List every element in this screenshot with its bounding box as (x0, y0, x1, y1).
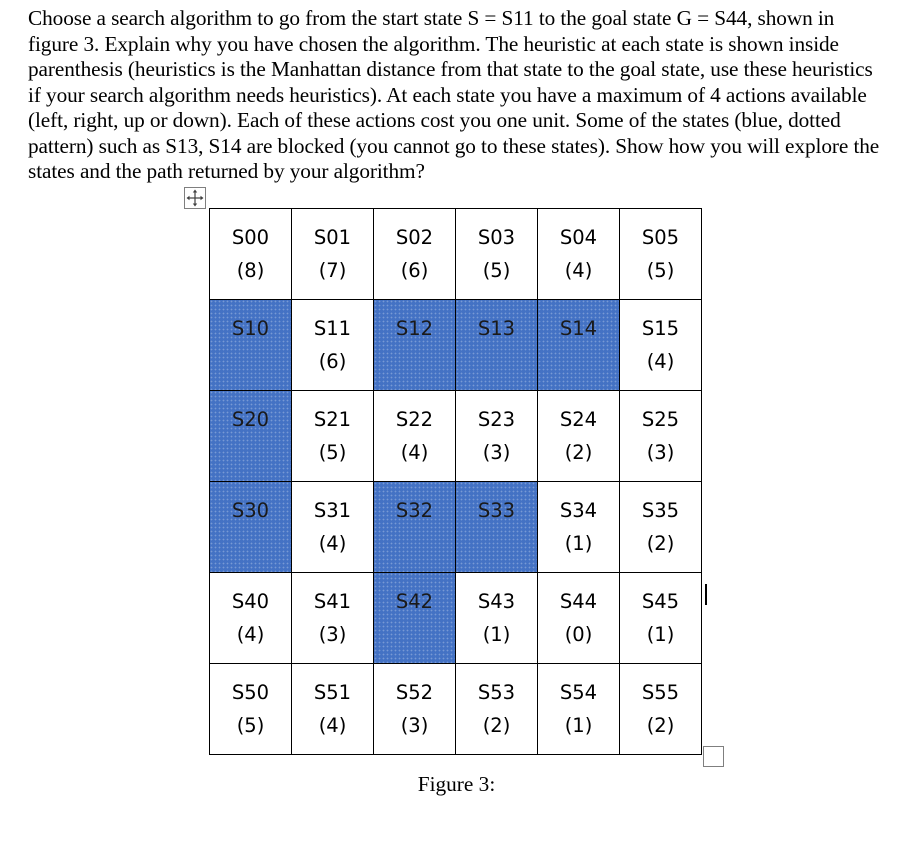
heuristic-value: (4) (400, 441, 429, 464)
state-cell-content (620, 391, 701, 469)
state-cell-s52 (374, 664, 456, 755)
state-cell-s02 (374, 209, 456, 300)
state-cell-s13-blocked (456, 300, 538, 391)
heuristic-value: (3) (318, 623, 347, 646)
figure-caption: Figure 3: (417, 772, 496, 796)
state-label: S35 (641, 499, 680, 522)
state-cell-content (456, 209, 537, 287)
heuristic-value: (5) (318, 441, 347, 464)
state-cell-content (374, 573, 455, 618)
state-cell-s20-blocked (210, 391, 292, 482)
state-label: S15 (641, 317, 680, 340)
state-cell-s10-blocked (210, 300, 292, 391)
state-cell-content (292, 300, 373, 378)
state-cell-content (292, 391, 373, 469)
state-cell-content (456, 300, 537, 345)
state-label: S53 (477, 681, 516, 704)
state-cell-s12-blocked (374, 300, 456, 391)
state-cell-content (374, 209, 455, 287)
state-cell-content (374, 300, 455, 345)
state-cell-s32-blocked (374, 482, 456, 573)
state-cell-content (620, 573, 701, 651)
state-cell-s51 (292, 664, 374, 755)
state-cell-content (210, 209, 291, 287)
state-label: S21 (313, 408, 352, 431)
heuristic-value: (2) (646, 532, 675, 555)
heuristic-value: (0) (564, 623, 593, 646)
state-cell-s40 (210, 573, 292, 664)
grid-row (210, 482, 702, 573)
heuristic-value: (7) (318, 259, 347, 282)
state-label: S43 (477, 590, 516, 613)
heuristic-value: (2) (646, 714, 675, 737)
state-cell-s31 (292, 482, 374, 573)
state-label: S02 (395, 226, 434, 249)
state-label: S01 (313, 226, 352, 249)
state-label: S05 (641, 226, 680, 249)
heuristic-value: (5) (482, 259, 511, 282)
state-cell-content (374, 664, 455, 742)
state-cell-s22 (374, 391, 456, 482)
state-cell-s30-blocked (210, 482, 292, 573)
heuristic-value: (4) (646, 350, 675, 373)
state-label: S45 (641, 590, 680, 613)
heuristic-value: (2) (482, 714, 511, 737)
heuristic-value: (6) (400, 259, 429, 282)
state-cell-s21 (292, 391, 374, 482)
state-cell-s35 (620, 482, 702, 573)
state-cell-content (538, 391, 619, 469)
heuristic-value: (8) (236, 259, 265, 282)
state-cell-s14-blocked (538, 300, 620, 391)
state-cell-content (210, 391, 291, 436)
state-grid (209, 208, 702, 755)
state-cell-content (538, 482, 619, 560)
state-cell-s41 (292, 573, 374, 664)
state-cell-s15 (620, 300, 702, 391)
heuristic-value: (4) (564, 259, 593, 282)
state-label: S51 (313, 681, 352, 704)
state-cell-content (456, 391, 537, 469)
state-cell-s33-blocked (456, 482, 538, 573)
state-label: S55 (641, 681, 680, 704)
heuristic-value: (2) (564, 441, 593, 464)
grid-row (210, 573, 702, 664)
move-arrows-icon[interactable] (184, 187, 206, 209)
state-cell-content (292, 209, 373, 287)
grid-row (210, 391, 702, 482)
heuristic-value: (3) (482, 441, 511, 464)
state-label: S31 (313, 499, 352, 522)
state-label: S30 (231, 499, 270, 522)
state-cell-content (620, 482, 701, 560)
state-cell-content (538, 573, 619, 651)
state-label: S40 (231, 590, 270, 613)
state-cell-content (210, 300, 291, 345)
state-cell-content (210, 482, 291, 527)
state-cell-content (374, 482, 455, 527)
state-label: S50 (231, 681, 270, 704)
state-cell-s50 (210, 664, 292, 755)
state-label: S23 (477, 408, 516, 431)
state-cell-content (210, 573, 291, 651)
heuristic-value: (1) (646, 623, 675, 646)
state-label: S20 (231, 408, 270, 431)
state-cell-content (210, 664, 291, 742)
state-label: S54 (559, 681, 598, 704)
state-cell-s00 (210, 209, 292, 300)
heuristic-value: (6) (318, 350, 347, 373)
resize-box-icon[interactable] (703, 746, 724, 767)
state-label: S03 (477, 226, 516, 249)
state-label: S33 (477, 499, 516, 522)
state-cell-s55 (620, 664, 702, 755)
state-cell-s53 (456, 664, 538, 755)
state-label: S42 (395, 590, 434, 613)
heuristic-value: (1) (564, 714, 593, 737)
state-cell-content (456, 482, 537, 527)
grid-row (210, 209, 702, 300)
grid-row (210, 300, 702, 391)
state-cell-s42-blocked (374, 573, 456, 664)
state-cell-s34 (538, 482, 620, 573)
state-cell-content (374, 391, 455, 469)
state-cell-s05 (620, 209, 702, 300)
state-cell-s01 (292, 209, 374, 300)
heuristic-value: (3) (646, 441, 675, 464)
state-cell-s44 (538, 573, 620, 664)
state-cell-s24 (538, 391, 620, 482)
heuristic-value: (4) (236, 623, 265, 646)
state-label: S34 (559, 499, 598, 522)
state-label: S24 (559, 408, 598, 431)
state-label: S22 (395, 408, 434, 431)
state-cell-s03 (456, 209, 538, 300)
state-cell-content (538, 300, 619, 345)
state-cell-s45 (620, 573, 702, 664)
state-label: S13 (477, 317, 516, 340)
heuristic-value: (4) (318, 532, 347, 555)
heuristic-value: (4) (318, 714, 347, 737)
state-label: S44 (559, 590, 598, 613)
state-cell-s23 (456, 391, 538, 482)
state-cell-s11 (292, 300, 374, 391)
state-label: S14 (559, 317, 598, 340)
state-cell-content (538, 209, 619, 287)
heuristic-value: (1) (482, 623, 511, 646)
question-text: Choose a search algorithm to go from the start state S = S11 to the goal state G = S44, shown in figure 3. Explain why you have chosen the algorithm. The heuristic at each state is shown inside parenthesis (heuristics is the Manhattan distance from that state to the goal state, use these heuristics if your search algorithm needs heuristics). At each state you have a maximum of 4 actions available (left, right, up or down). Each of these actions cost you one unit. Some of the states (blue, dotted pattern) such as S13, S14 are blocked (you cannot go to these states). Show how you will explore the states and the path returned by your algorithm? (28, 6, 880, 183)
state-cell-content (456, 573, 537, 651)
state-label: S41 (313, 590, 352, 613)
state-label: S04 (559, 226, 598, 249)
state-cell-s04 (538, 209, 620, 300)
state-cell-content (538, 664, 619, 742)
grid-row (210, 664, 702, 755)
state-label: S25 (641, 408, 680, 431)
state-cell-s43 (456, 573, 538, 664)
heuristic-value: (5) (236, 714, 265, 737)
state-cell-content (292, 573, 373, 651)
text-cursor (705, 584, 707, 605)
state-label: S00 (231, 226, 270, 249)
state-cell-content (292, 482, 373, 560)
state-cell-content (620, 664, 701, 742)
state-cell-s25 (620, 391, 702, 482)
state-label: S52 (395, 681, 434, 704)
state-cell-content (456, 664, 537, 742)
state-cell-content (620, 209, 701, 287)
state-cell-content (292, 664, 373, 742)
heuristic-value: (5) (646, 259, 675, 282)
state-cell-s54 (538, 664, 620, 755)
state-label: S12 (395, 317, 434, 340)
heuristic-value: (3) (400, 714, 429, 737)
heuristic-value: (1) (564, 532, 593, 555)
state-label: S11 (313, 317, 352, 340)
state-cell-content (620, 300, 701, 378)
state-label: S32 (395, 499, 434, 522)
state-label: S10 (231, 317, 270, 340)
